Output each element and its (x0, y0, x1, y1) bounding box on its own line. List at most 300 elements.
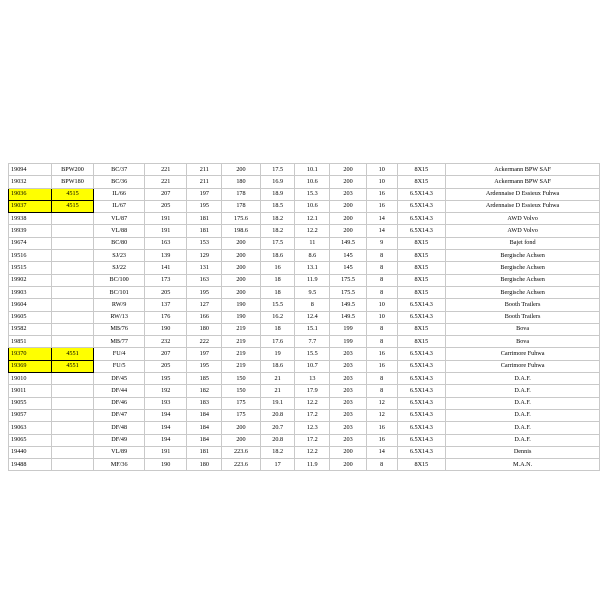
table-cell[interactable]: 10 (366, 311, 397, 323)
table-cell[interactable]: 197 (187, 348, 222, 360)
table-cell[interactable]: 173 (144, 274, 187, 286)
table-cell[interactable]: 19605 (9, 311, 52, 323)
table-cell[interactable]: 191 (144, 225, 187, 237)
table-cell[interactable]: 16.2 (260, 311, 295, 323)
table-cell[interactable]: AWD Volvo (446, 213, 600, 225)
table-cell[interactable]: VL/87 (94, 213, 145, 225)
table-cell[interactable]: 18.5 (260, 200, 295, 212)
table-cell[interactable]: 141 (144, 262, 187, 274)
table-cell[interactable]: Ackermann BPW SAF (446, 164, 600, 176)
table-cell[interactable]: 8 (366, 286, 397, 298)
table-cell[interactable]: 17.6 (260, 336, 295, 348)
table-cell[interactable]: 8 (366, 323, 397, 335)
table-cell[interactable]: 17.2 (295, 409, 330, 421)
table-cell[interactable]: 182 (187, 385, 222, 397)
table-row[interactable] (9, 373, 600, 385)
table-cell[interactable]: 19604 (9, 299, 52, 311)
table-cell[interactable]: 194 (144, 409, 187, 421)
table-cell[interactable]: 14 (366, 446, 397, 458)
table-cell[interactable]: 6.5X14.3 (397, 311, 446, 323)
table-cell[interactable]: 211 (187, 164, 222, 176)
table-cell[interactable]: VL/89 (94, 446, 145, 458)
table-cell[interactable]: 6.5X14.3 (397, 360, 446, 372)
table-cell[interactable] (51, 286, 94, 298)
table-row[interactable] (9, 176, 600, 188)
table-cell[interactable]: 15.5 (260, 299, 295, 311)
table-cell[interactable]: DF/44 (94, 385, 145, 397)
table-cell[interactable]: 9.5 (295, 286, 330, 298)
table-cell[interactable]: D.A.F. (446, 385, 600, 397)
table-row[interactable] (9, 299, 600, 311)
table-cell[interactable]: 6.5X14.3 (397, 188, 446, 200)
table-cell[interactable]: 16 (366, 200, 397, 212)
table-cell[interactable]: 13.1 (295, 262, 330, 274)
table-cell[interactable]: BC/80 (94, 237, 145, 249)
table-cell[interactable]: 8X15 (397, 164, 446, 176)
table-cell[interactable]: MB/76 (94, 323, 145, 335)
table-cell[interactable]: Ardennaise D Essieux Fuhwa (446, 200, 600, 212)
table-cell[interactable]: 8 (366, 459, 397, 471)
table-cell[interactable]: 8X15 (397, 262, 446, 274)
table-cell[interactable]: 180 (187, 459, 222, 471)
table-cell[interactable]: 139 (144, 250, 187, 262)
table-row[interactable] (9, 250, 600, 262)
table-cell[interactable]: 11 (295, 237, 330, 249)
table-cell[interactable]: 193 (144, 397, 187, 409)
table-cell[interactable]: 191 (144, 213, 187, 225)
table-cell[interactable]: 19 (260, 348, 295, 360)
table-cell[interactable] (51, 225, 94, 237)
table-cell[interactable]: Bova (446, 323, 600, 335)
table-cell[interactable]: 18 (260, 286, 295, 298)
table-cell[interactable]: 16 (366, 360, 397, 372)
table-cell[interactable]: 10.7 (295, 360, 330, 372)
table-cell[interactable]: 11.9 (295, 274, 330, 286)
table-cell[interactable]: 180 (222, 176, 261, 188)
table-row[interactable] (9, 336, 600, 348)
table-cell[interactable]: 200 (330, 225, 367, 237)
table-cell[interactable]: 221 (144, 176, 187, 188)
table-cell[interactable]: 8X15 (397, 250, 446, 262)
table-cell[interactable]: 8X15 (397, 237, 446, 249)
table-cell[interactable] (51, 274, 94, 286)
table-cell[interactable]: 19.1 (260, 397, 295, 409)
table-cell[interactable]: 150 (222, 373, 261, 385)
table-cell[interactable] (51, 299, 94, 311)
table-cell[interactable]: 16 (366, 188, 397, 200)
table-cell[interactable]: Bergische Achsen (446, 274, 600, 286)
table-cell[interactable]: D.A.F. (446, 409, 600, 421)
table-cell[interactable]: 21 (260, 385, 295, 397)
table-cell[interactable]: 8X15 (397, 286, 446, 298)
table-cell[interactable]: 137 (144, 299, 187, 311)
table-cell[interactable]: 203 (330, 385, 367, 397)
table-cell[interactable] (51, 250, 94, 262)
table-cell[interactable]: DF/48 (94, 422, 145, 434)
table-cell[interactable]: 17.9 (295, 385, 330, 397)
table-cell[interactable]: 192 (144, 385, 187, 397)
table-cell[interactable]: 200 (222, 250, 261, 262)
table-cell[interactable]: 8X15 (397, 176, 446, 188)
table-cell[interactable]: MF/36 (94, 459, 145, 471)
table-cell[interactable]: 175 (222, 397, 261, 409)
table-cell[interactable]: 16.9 (260, 176, 295, 188)
table-cell[interactable]: 175.5 (330, 286, 367, 298)
table-cell[interactable]: 200 (330, 446, 367, 458)
table-cell[interactable]: SJ/23 (94, 250, 145, 262)
table-cell[interactable]: 145 (330, 250, 367, 262)
table-cell[interactable]: 8.6 (295, 250, 330, 262)
table-cell[interactable]: 223.6 (222, 446, 261, 458)
table-row[interactable] (9, 422, 600, 434)
table-cell[interactable]: 13 (295, 373, 330, 385)
table-cell[interactable]: D.A.F. (446, 434, 600, 446)
table-cell[interactable]: Carrimore Fuhwa (446, 348, 600, 360)
table-cell[interactable]: 19939 (9, 225, 52, 237)
table-cell[interactable]: Booth Trailers (446, 299, 600, 311)
table-cell[interactable] (51, 409, 94, 421)
table-cell[interactable] (51, 434, 94, 446)
table-cell[interactable]: 200 (222, 274, 261, 286)
table-cell[interactable]: 194 (144, 422, 187, 434)
table-cell[interactable]: 18.6 (260, 250, 295, 262)
table-cell[interactable]: 199 (330, 323, 367, 335)
table-cell[interactable]: 181 (187, 446, 222, 458)
table-cell[interactable]: D.A.F. (446, 422, 600, 434)
table-cell[interactable]: 184 (187, 409, 222, 421)
table-cell[interactable]: M.A.N. (446, 459, 600, 471)
table-cell[interactable] (51, 237, 94, 249)
table-cell[interactable]: AWD Volvo (446, 225, 600, 237)
table-cell[interactable]: 18.2 (260, 446, 295, 458)
table-cell[interactable]: 4515 (51, 200, 94, 212)
table-cell[interactable]: DF/49 (94, 434, 145, 446)
table-cell[interactable]: 6.5X14.3 (397, 225, 446, 237)
table-cell[interactable]: 10 (366, 299, 397, 311)
table-cell[interactable]: 200 (222, 422, 261, 434)
table-cell[interactable]: 194 (144, 434, 187, 446)
table-cell[interactable]: 18.2 (260, 213, 295, 225)
table-cell[interactable]: 6.5X14.3 (397, 348, 446, 360)
table-cell[interactable]: 19036 (9, 188, 52, 200)
table-cell[interactable]: 19094 (9, 164, 52, 176)
table-cell[interactable]: 8 (366, 250, 397, 262)
table-cell[interactable]: 19582 (9, 323, 52, 335)
table-cell[interactable]: 14 (366, 225, 397, 237)
table-cell[interactable]: FU/5 (94, 360, 145, 372)
table-cell[interactable]: 8X15 (397, 323, 446, 335)
table-cell[interactable]: 19065 (9, 434, 52, 446)
table-row[interactable] (9, 286, 600, 298)
table-cell[interactable]: 17.5 (260, 237, 295, 249)
table-cell[interactable]: 17 (260, 459, 295, 471)
table-cell[interactable]: RW/9 (94, 299, 145, 311)
table-cell[interactable]: 19488 (9, 459, 52, 471)
table-row[interactable] (9, 164, 600, 176)
table-row[interactable] (9, 323, 600, 335)
table-cell[interactable]: 203 (330, 360, 367, 372)
table-cell[interactable]: D.A.F. (446, 373, 600, 385)
table-cell[interactable]: 6.5X14.3 (397, 409, 446, 421)
table-cell[interactable]: 8X15 (397, 459, 446, 471)
table-cell[interactable]: MB/77 (94, 336, 145, 348)
table-row[interactable] (9, 360, 600, 372)
table-cell[interactable]: 19440 (9, 446, 52, 458)
table-cell[interactable]: 19010 (9, 373, 52, 385)
table-cell[interactable]: 18.6 (260, 360, 295, 372)
table-cell[interactable]: 181 (187, 213, 222, 225)
table-cell[interactable]: 19515 (9, 262, 52, 274)
table-cell[interactable]: 6.5X14.3 (397, 213, 446, 225)
table-cell[interactable]: 16 (366, 422, 397, 434)
table-cell[interactable]: 14 (366, 213, 397, 225)
table-row[interactable] (9, 311, 600, 323)
table-cell[interactable]: 11.9 (295, 459, 330, 471)
table-cell[interactable]: 18 (260, 323, 295, 335)
table-cell[interactable]: 219 (222, 323, 261, 335)
table-cell[interactable]: 10.6 (295, 176, 330, 188)
table-cell[interactable]: 19516 (9, 250, 52, 262)
table-cell[interactable] (51, 262, 94, 274)
table-cell[interactable]: 16 (260, 262, 295, 274)
table-cell[interactable]: 21 (260, 373, 295, 385)
table-cell[interactable]: 211 (187, 176, 222, 188)
table-cell[interactable]: 153 (187, 237, 222, 249)
table-cell[interactable] (51, 459, 94, 471)
table-cell[interactable]: 185 (187, 373, 222, 385)
table-cell[interactable]: 180 (187, 323, 222, 335)
table-cell[interactable] (51, 336, 94, 348)
table-row[interactable] (9, 459, 600, 471)
table-cell[interactable]: 19063 (9, 422, 52, 434)
table-cell[interactable]: 19057 (9, 409, 52, 421)
table-cell[interactable]: BC/36 (94, 176, 145, 188)
table-cell[interactable]: 203 (330, 348, 367, 360)
table-cell[interactable]: DF/45 (94, 373, 145, 385)
table-cell[interactable]: 181 (187, 225, 222, 237)
table-cell[interactable]: 178 (222, 188, 261, 200)
table-cell[interactable]: 223.6 (222, 459, 261, 471)
table-cell[interactable]: 10 (366, 176, 397, 188)
table-cell[interactable]: 178 (222, 200, 261, 212)
table-cell[interactable]: 6.5X14.3 (397, 422, 446, 434)
table-cell[interactable]: 6.5X14.3 (397, 446, 446, 458)
table-cell[interactable]: 200 (222, 286, 261, 298)
table-cell[interactable]: 200 (330, 164, 367, 176)
table-cell[interactable]: 149.5 (330, 311, 367, 323)
table-cell[interactable]: 8X15 (397, 274, 446, 286)
table-cell[interactable]: 4551 (51, 360, 94, 372)
table-cell[interactable]: Bergische Achsen (446, 250, 600, 262)
table-cell[interactable]: 18 (260, 274, 295, 286)
table-cell[interactable]: 205 (144, 360, 187, 372)
table-cell[interactable]: 129 (187, 250, 222, 262)
table-cell[interactable]: 19902 (9, 274, 52, 286)
table-row[interactable] (9, 397, 600, 409)
table-cell[interactable] (51, 422, 94, 434)
table-cell[interactable]: 9 (366, 237, 397, 249)
table-cell[interactable]: 149.5 (330, 299, 367, 311)
table-cell[interactable] (51, 373, 94, 385)
table-cell[interactable]: 10 (366, 164, 397, 176)
table-cell[interactable]: 16 (366, 348, 397, 360)
table-cell[interactable]: 16 (366, 434, 397, 446)
table-cell[interactable]: 175.6 (222, 213, 261, 225)
table-cell[interactable]: 195 (187, 360, 222, 372)
table-cell[interactable]: Ardennaise D Essieux Fuhwa (446, 188, 600, 200)
table-row[interactable] (9, 348, 600, 360)
table-cell[interactable]: 207 (144, 348, 187, 360)
table-cell[interactable]: BC/100 (94, 274, 145, 286)
table-cell[interactable]: 19851 (9, 336, 52, 348)
table-cell[interactable]: 190 (144, 459, 187, 471)
table-cell[interactable]: 12.4 (295, 311, 330, 323)
table-cell[interactable]: 203 (330, 434, 367, 446)
table-cell[interactable]: Carrimore Fuhwa (446, 360, 600, 372)
table-cell[interactable]: 8 (366, 274, 397, 286)
table-cell[interactable]: 19055 (9, 397, 52, 409)
table-cell[interactable]: 131 (187, 262, 222, 274)
table-row[interactable] (9, 225, 600, 237)
table-cell[interactable]: Dennis (446, 446, 600, 458)
table-cell[interactable]: 4551 (51, 348, 94, 360)
table-cell[interactable]: 205 (144, 200, 187, 212)
table-cell[interactable]: 7.7 (295, 336, 330, 348)
table-cell[interactable]: BC/37 (94, 164, 145, 176)
table-cell[interactable]: 18.2 (260, 225, 295, 237)
table-cell[interactable]: 219 (222, 360, 261, 372)
table-row[interactable] (9, 385, 600, 397)
table-cell[interactable] (51, 446, 94, 458)
table-row[interactable] (9, 262, 600, 274)
table-cell[interactable]: 195 (144, 373, 187, 385)
table-cell[interactable]: 19370 (9, 348, 52, 360)
table-cell[interactable]: 15.1 (295, 323, 330, 335)
table-cell[interactable]: 232 (144, 336, 187, 348)
table-cell[interactable]: 184 (187, 434, 222, 446)
table-cell[interactable]: 12.1 (295, 213, 330, 225)
table-cell[interactable]: 203 (330, 397, 367, 409)
table-cell[interactable]: 199 (330, 336, 367, 348)
table-cell[interactable]: Bergische Achsen (446, 262, 600, 274)
table-row[interactable] (9, 200, 600, 212)
table-cell[interactable]: VL/88 (94, 225, 145, 237)
table-cell[interactable]: 6.5X14.3 (397, 385, 446, 397)
table-cell[interactable]: 200 (222, 434, 261, 446)
table-cell[interactable]: 150 (222, 385, 261, 397)
table-cell[interactable]: 205 (144, 286, 187, 298)
table-cell[interactable]: 17.5 (260, 164, 295, 176)
table-cell[interactable]: 176 (144, 311, 187, 323)
table-cell[interactable]: Booth Trailers (446, 311, 600, 323)
table-cell[interactable]: 8X15 (397, 336, 446, 348)
table-cell[interactable]: 8 (295, 299, 330, 311)
table-cell[interactable]: DF/46 (94, 397, 145, 409)
table-cell[interactable]: 17.2 (295, 434, 330, 446)
table-cell[interactable]: 15.3 (295, 188, 330, 200)
table-cell[interactable]: Bova (446, 336, 600, 348)
table-cell[interactable]: 200 (222, 237, 261, 249)
table-cell[interactable]: 15.5 (295, 348, 330, 360)
table-cell[interactable]: 12.3 (295, 422, 330, 434)
table-cell[interactable] (51, 397, 94, 409)
table-cell[interactable]: 219 (222, 348, 261, 360)
table-cell[interactable]: 184 (187, 422, 222, 434)
table-cell[interactable] (51, 385, 94, 397)
table-cell[interactable]: 149.5 (330, 237, 367, 249)
table-row[interactable] (9, 213, 600, 225)
table-cell[interactable]: 19369 (9, 360, 52, 372)
table-row[interactable] (9, 409, 600, 421)
table-cell[interactable]: FU/4 (94, 348, 145, 360)
table-cell[interactable]: 203 (330, 373, 367, 385)
table-cell[interactable]: 12.2 (295, 397, 330, 409)
table-cell[interactable]: 166 (187, 311, 222, 323)
table-cell[interactable]: 19674 (9, 237, 52, 249)
table-cell[interactable]: D.A.F. (446, 397, 600, 409)
table-cell[interactable]: SJ/22 (94, 262, 145, 274)
table-cell[interactable]: 6.5X14.3 (397, 434, 446, 446)
table-cell[interactable] (51, 311, 94, 323)
table-cell[interactable]: Bajet fond (446, 237, 600, 249)
table-cell[interactable]: 12 (366, 397, 397, 409)
table-cell[interactable]: 191 (144, 446, 187, 458)
table-cell[interactable]: 200 (330, 213, 367, 225)
table-row[interactable] (9, 274, 600, 286)
table-cell[interactable]: 222 (187, 336, 222, 348)
table-cell[interactable]: 6.5X14.3 (397, 299, 446, 311)
table-cell[interactable]: 6.5X14.3 (397, 397, 446, 409)
table-cell[interactable]: 20.8 (260, 434, 295, 446)
table-row[interactable] (9, 237, 600, 249)
table-cell[interactable]: 20.7 (260, 422, 295, 434)
table-cell[interactable]: 4515 (51, 188, 94, 200)
table-cell[interactable]: 6.5X14.3 (397, 373, 446, 385)
table-cell[interactable]: BC/101 (94, 286, 145, 298)
table-cell[interactable]: 8 (366, 373, 397, 385)
table-cell[interactable]: 19032 (9, 176, 52, 188)
table-cell[interactable]: 200 (222, 262, 261, 274)
table-cell[interactable]: 163 (144, 237, 187, 249)
table-cell[interactable]: 203 (330, 188, 367, 200)
table-cell[interactable]: 190 (222, 299, 261, 311)
table-cell[interactable]: 197 (187, 188, 222, 200)
table-cell[interactable]: 20.8 (260, 409, 295, 421)
table-row[interactable] (9, 446, 600, 458)
table-cell[interactable]: 145 (330, 262, 367, 274)
table-cell[interactable]: 195 (187, 200, 222, 212)
table-cell[interactable]: 8 (366, 336, 397, 348)
table-cell[interactable]: 198.6 (222, 225, 261, 237)
table-cell[interactable]: 200 (330, 200, 367, 212)
table-cell[interactable]: 10.1 (295, 164, 330, 176)
table-cell[interactable]: 18.9 (260, 188, 295, 200)
table-cell[interactable]: RW/13 (94, 311, 145, 323)
table-cell[interactable]: IL/67 (94, 200, 145, 212)
table-cell[interactable]: 175 (222, 409, 261, 421)
table-cell[interactable]: Bergische Achsen (446, 286, 600, 298)
table-cell[interactable]: 8 (366, 385, 397, 397)
table-cell[interactable]: 163 (187, 274, 222, 286)
table-cell[interactable]: BPW200 (51, 164, 94, 176)
table-cell[interactable]: 12.2 (295, 225, 330, 237)
table-row[interactable] (9, 188, 600, 200)
table-cell[interactable] (51, 323, 94, 335)
table-cell[interactable]: 221 (144, 164, 187, 176)
table-cell[interactable]: 6.5X14.3 (397, 200, 446, 212)
table-cell[interactable]: 219 (222, 336, 261, 348)
table-cell[interactable]: 203 (330, 409, 367, 421)
